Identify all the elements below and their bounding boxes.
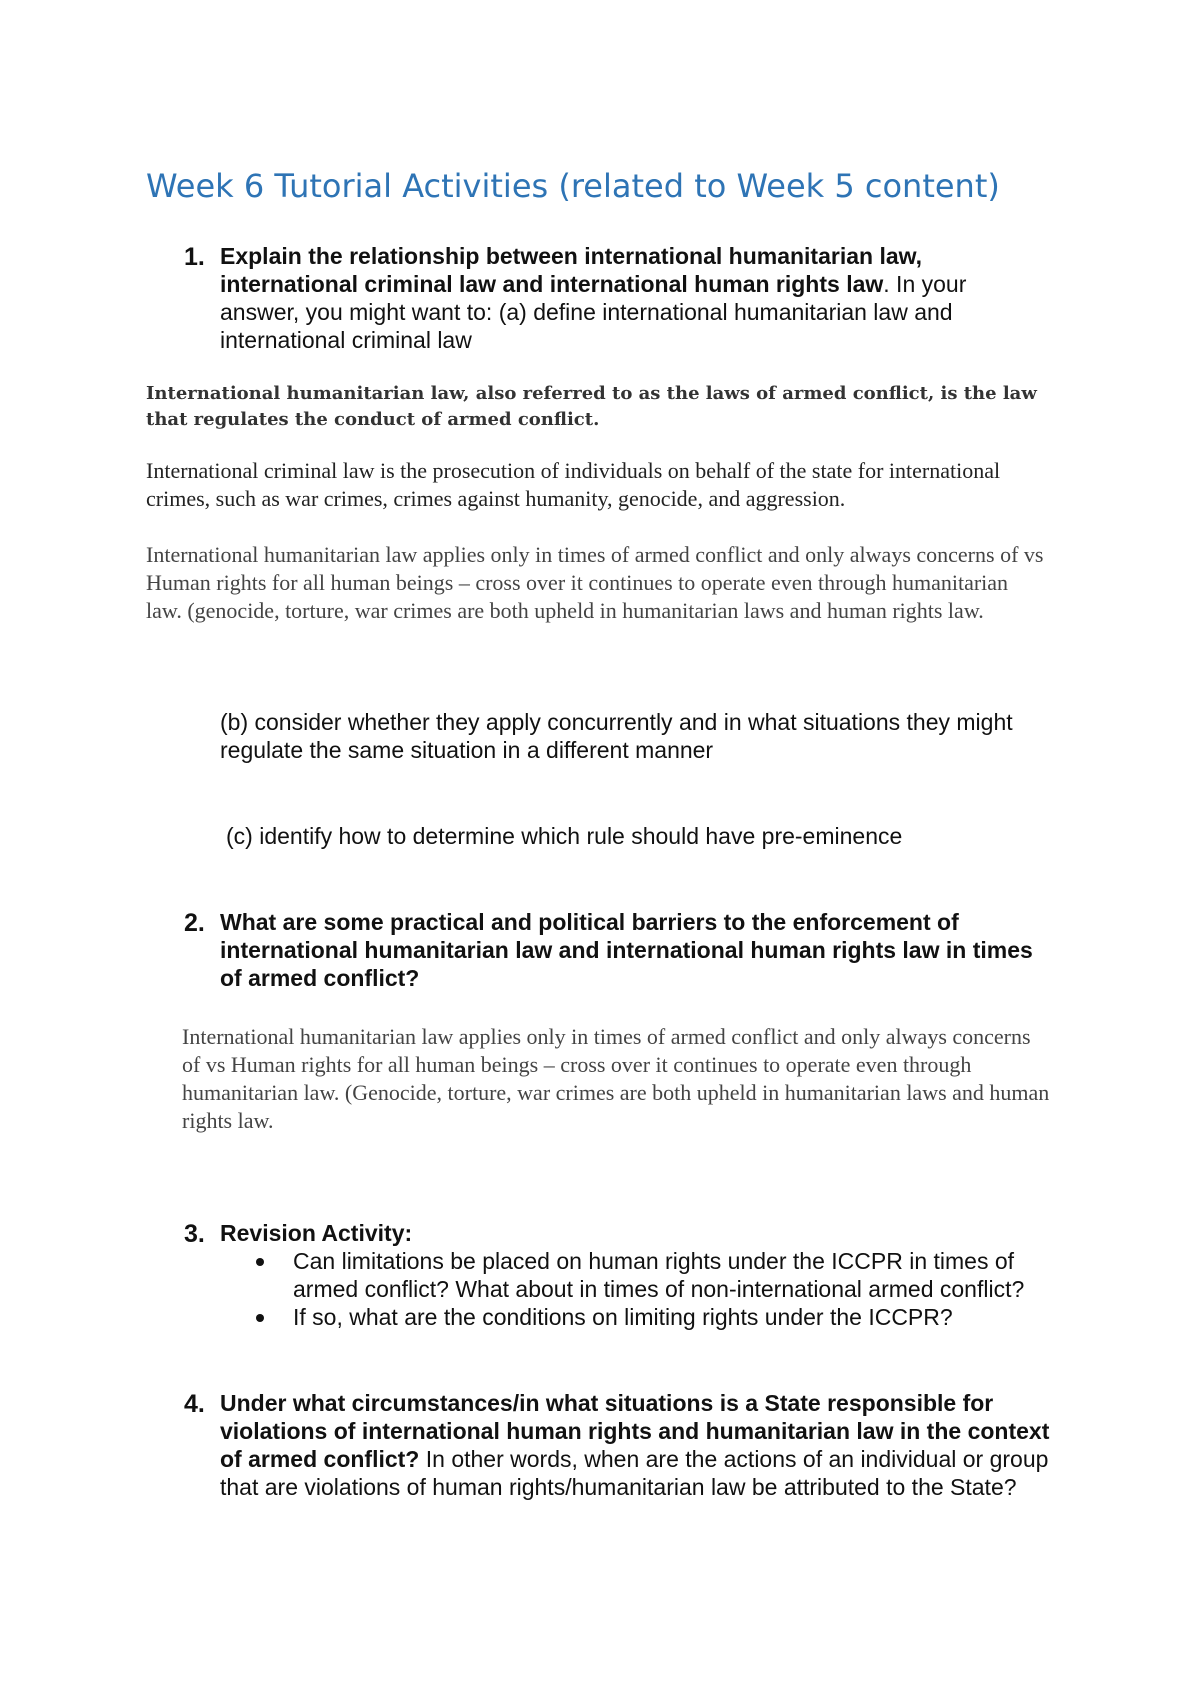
answer-1-icl-paragraph: International criminal law is the prosecution of individuals on behalf of the state for international crimes, such as war crimes, crimes against humanity, genocide, and aggression. [146, 458, 1001, 511]
list-item [220, 1303, 1080, 1331]
question-1-bold: Explain the relationship between international humanitarian law, international criminal law and international human rights law [220, 243, 923, 297]
list-item [220, 1247, 1080, 1303]
question-3-number: 3. [184, 1220, 205, 1248]
page-title: Week 6 Tutorial Activities (related to Week 5 content) [146, 167, 1000, 205]
answer-1-paragraph-2 [146, 457, 1056, 513]
question-4-bold: Under what circumstances/in what situations is a State responsible for violations of international human rights and humanitarian law in the context of armed conflict? [220, 1390, 1050, 1472]
question-1-rest: . In your answer, you might want to: (a) define international humanitarian law and international criminal law [220, 271, 967, 353]
question-4-text [220, 1389, 1050, 1501]
question-3-bullets [220, 1247, 1080, 1331]
answer-1-overlap-paragraph: International humanitarian law applies only in times of armed conflict and only always concerns of vs Human rights for all human beings – cross over it continues to operate even through humanitarian law. (genocide, torture, war crimes are both upheld in humanitarian laws and human rights law. [146, 542, 1044, 623]
answer-2-paragraph: International humanitarian law applies only in times of armed conflict and only always concerns of vs Human rights for all human beings – cross over it continues to operate even through humanitarian law. (Genocide, torture, war crimes are both upheld in humanitarian laws and human rights law. [182, 1024, 1050, 1133]
answer-1-paragraph-3 [146, 541, 1046, 625]
answer-1-definition-ihl [146, 381, 1046, 433]
question-4-rest: In other words, when are the actions of an individual or group that are violations of human rights/humanitarian law be attributed to the State? [220, 1446, 1049, 1500]
question-3-text [220, 1219, 1050, 1247]
question-4-number: 4. [184, 1390, 205, 1418]
question-3-bold: Revision Activity: [220, 1220, 413, 1246]
question-2-text [220, 908, 1050, 992]
bullet-text: Can limitations be placed on human rights under the ICCPR in times of armed conflict? What about in times of non-international armed conflict? [293, 1248, 1025, 1302]
bullet-text: If so, what are the conditions on limiting rights under the ICCPR? [293, 1304, 953, 1330]
question-2-bold: What are some practical and political barriers to the enforcement of international humanitarian law and international human rights law in times of armed conflict? [220, 909, 1033, 991]
answer-2 [182, 1023, 1052, 1135]
question-1-sub-b: (b) consider whether they apply concurrently and in what situations they might regulate the same situation in a different manner [220, 709, 1013, 763]
question-1-text [220, 242, 1050, 354]
question-1-sub-c: (c) identify how to determine which rule should have pre-eminence [226, 823, 903, 849]
question-1-number: 1. [184, 243, 205, 271]
question-2-number: 2. [184, 909, 205, 937]
bullet-icon [256, 1314, 264, 1322]
bullet-icon [256, 1258, 264, 1266]
answer-1-bold-paragraph: International humanitarian law, also referred to as the laws of armed conflict, is the law that regulates the conduct of armed conflict. [146, 383, 1037, 430]
